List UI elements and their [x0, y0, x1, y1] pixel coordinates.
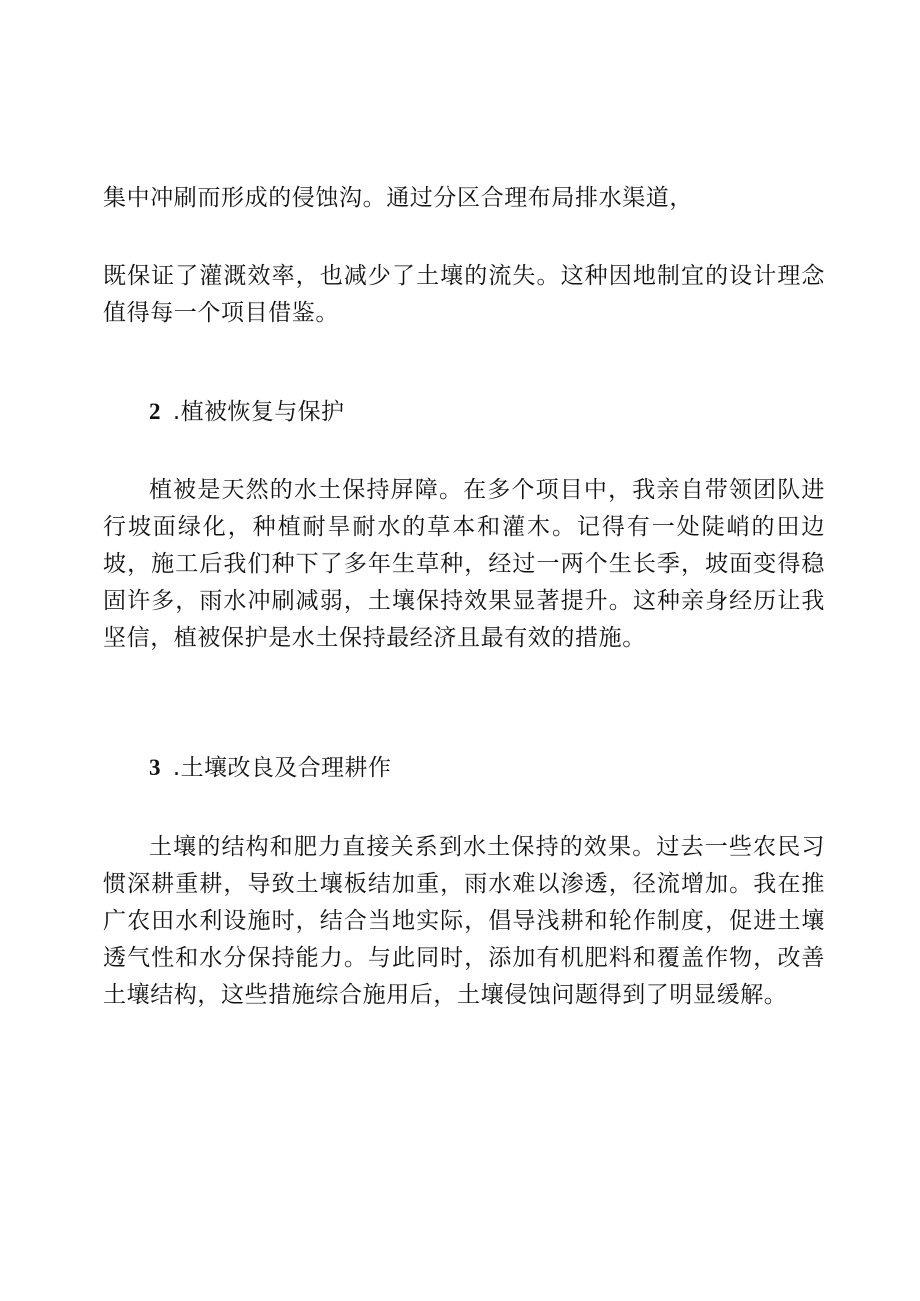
section-title: .土壤改良及合理耕作 — [172, 755, 392, 781]
paragraph-vegetation: 植被是天然的水土保持屏障。在多个项目中，我亲自带领团队进行坡面绿化，种植耐旱耐水的草本和灌木。记得有一处陡峭的田边坡，施工后我们种下了多年生草种，经过一两个生长季，坡面变得稳固许多，雨水冲刷减弱，土壤保持效果显著提升。这种亲身经历让我坚信，植被保护是水土保持最经济且最有效的措施。 — [103, 477, 825, 651]
section-number: 2 — [149, 399, 161, 424]
text-line-continuation: 集中冲刷而形成的侵蚀沟。通过分区合理布局排水渠道， — [103, 185, 693, 211]
section-heading-3 — [149, 750, 391, 786]
paragraph-soil-improvement: 土壤的结构和肥力直接关系到水土保持的效果。过去一些农民习惯深耕重耕，导致土壤板结加重，雨水难以渗透，径流增加。我在推广农田水利设施时，结合当地实际，倡导浅耕和轮作制度，促进土壤透气性和水分保持能力。与此同时，添加有机肥料和覆盖作物，改善土壤结构，这些措施综合施用后，土壤侵蚀问题得到了明显缓解。 — [103, 834, 825, 1008]
section-heading-2 — [149, 394, 344, 430]
section-number: 3 — [149, 755, 161, 780]
paragraph-irrigation: 既保证了灌溉效率，也减少了土壤的流失。这种因地制宜的设计理念值得每一个项目借鉴。 — [103, 263, 825, 326]
section-title: .植被恢复与保护 — [172, 399, 345, 425]
